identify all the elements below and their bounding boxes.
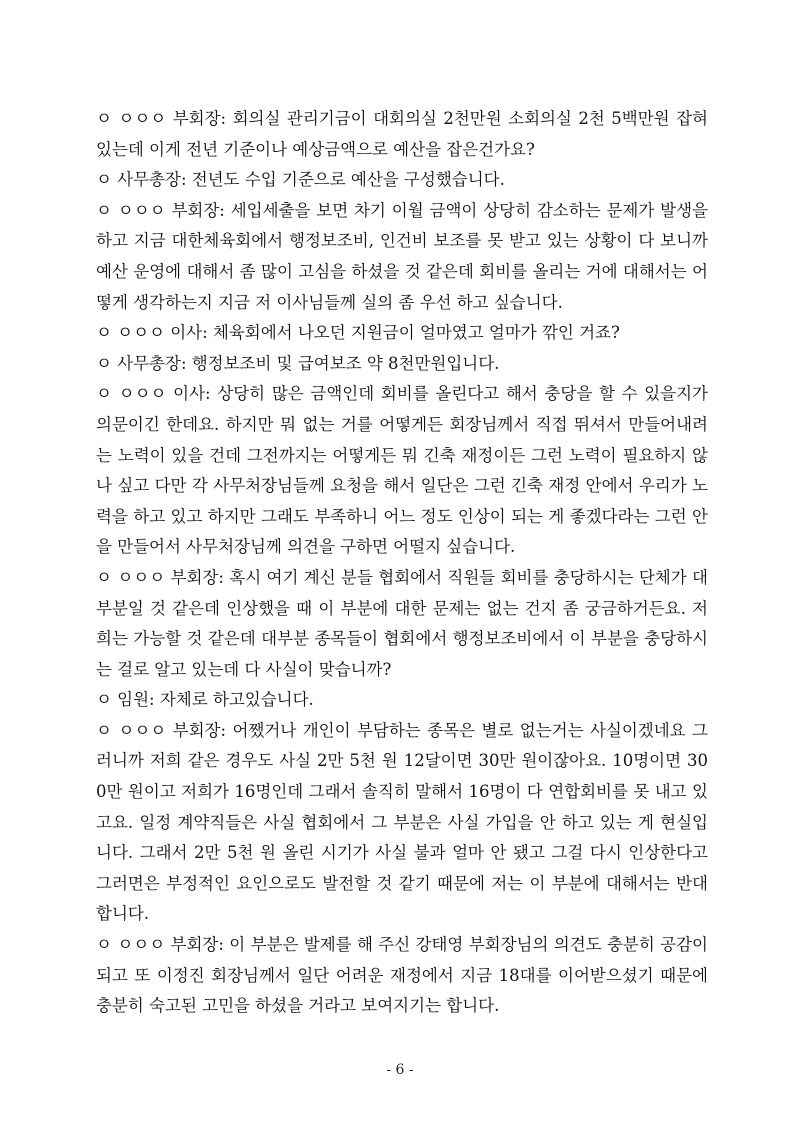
minutes-paragraph: ㅇ ㅇㅇㅇ 부회장: 이 부분은 발제를 해 주신 강태영 부회장님의 의견도 충분히 공감이 되고 또 이정진 회장님께서 일단 어려운 재정에서 지금 18대를 이어받으셨기 때문에 충분히 숙고된 고민을 하셨을 거라고 보여지기는 합니다. xyxy=(96,935,708,1016)
page-number: - 6 - xyxy=(386,1062,414,1078)
minutes-paragraph: ㅇ ㅇㅇㅇ 부회장: 회의실 관리기금이 대회의실 2천만원 소회의실 2천 5백만원 잡혀있는데 이게 전년 기준이나 예상금액으로 예산을 잡은건가요? xyxy=(96,109,708,159)
minutes-paragraph: ㅇ ㅇㅇㅇ 부회장: 어쨌거나 개인이 부담하는 종목은 별로 없는거는 사실이겠네요 그러니까 저희 같은 경우도 사실 2만 5천 원 12달이면 30만 원이잖아요. 10명이면 300만 원이고 저희가 16명인데 그래서 솔직히 말해서 16명이 다 연합회비를 못 내고 있고요. 일정 계약직들은 사실 협회에서 그 부분은 사실 가입을 안 하고 있는 게 현실입니다. 그래서 2만 5천 원 올린 시기가 사실 불과 얼마 안 됐고 그걸 다시 인상한다고 그러면은 부정적인 요인으로도 발전할 것 같기 때문에 저는 이 부분에 대해서는 반대합니다. xyxy=(96,720,708,924)
meeting-minutes-body xyxy=(96,104,708,1022)
minutes-paragraph: ㅇ 사무총장: 행정보조비 및 급여보조 약 8천만원입니다. xyxy=(96,353,500,373)
minutes-paragraph: ㅇ 사무총장: 전년도 수입 기준으로 예산을 구성했습니다. xyxy=(96,170,505,190)
minutes-paragraph: ㅇ 임원: 자체로 하고있습니다. xyxy=(96,690,314,710)
minutes-paragraph: ㅇ ㅇㅇㅇ 이사: 상당히 많은 금액인데 회비를 올린다고 해서 충당을 할 수 있을지가 의문이긴 한데요. 하지만 뭐 없는 거를 어떻게든 회장님께서 직접 뛰셔서 만들어내려는 노력이 있을 건데 그전까지는 어떻게든 뭐 긴축 재정이든 그런 노력이 필요하지 않나 싶고 다만 각 사무처장님들께 요청을 해서 일단은 그런 긴축 재정 안에서 우리가 노력을 하고 있고 하지만 그래도 부족하니 어느 정도 인상이 되는 게 좋겠다라는 그런 안을 만들어서 사무처장님께 의견을 구하면 어떨지 싶습니다. xyxy=(96,384,708,557)
minutes-paragraph: ㅇ ㅇㅇㅇ 부회장: 세입세출을 보면 차기 이월 금액이 상당히 감소하는 문제가 발생을하고 지금 대한체육회에서 행정보조비, 인건비 보조를 못 받고 있는 상황이 다 보니까 예산 운영에 대해서 좀 많이 고심을 하셨을 것 같은데 회비를 올리는 거에 대해서는 어떻게 생각하는지 지금 저 이사님들께 실의 좀 우선 하고 싶습니다. xyxy=(96,200,708,312)
minutes-paragraph: ㅇ ㅇㅇㅇ 부회장: 혹시 여기 계신 분들 협회에서 직원들 회비를 충당하시는 단체가 대부분일 것 같은데 인상했을 때 이 부분에 대한 문제는 없는 건지 좀 궁금하거든요. 저희는 가능할 것 같은데 대부분 종목들이 협회에서 행정보조비에서 이 부분을 충당하시는 걸로 알고 있는데 다 사실이 맞습니까? xyxy=(96,567,708,679)
minutes-paragraph: ㅇ ㅇㅇㅇ 이사: 체육회에서 나오던 지원금이 얼마였고 얼마가 깎인 거죠? xyxy=(96,323,620,343)
